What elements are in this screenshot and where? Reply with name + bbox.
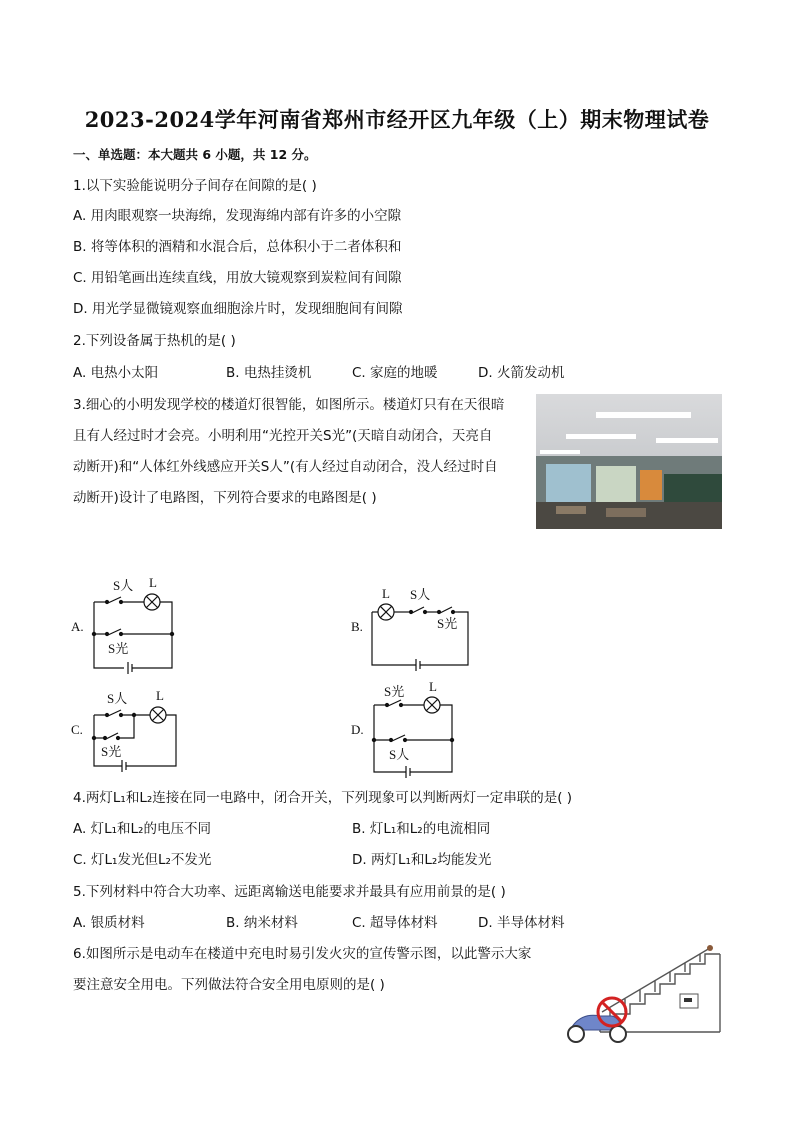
circuit-d-s-light: S光 xyxy=(384,684,405,699)
question-4-stem: 4.两灯L₁和L₂连接在同一电路中，闭合开关，下列现象可以判断两灯一定串联的是( ) xyxy=(73,790,573,806)
question-2-stem: 2.下列设备属于热机的是( ) xyxy=(73,333,236,349)
circuit-d-s-person: S人 xyxy=(389,747,410,762)
circuit-d-lamp-label: L xyxy=(429,679,437,694)
question-5-option-a: A. 银质材料 xyxy=(73,915,145,931)
circuit-a-diagram xyxy=(88,572,188,677)
question-6-line-1: 6.如图所示是电动车在楼道中充电时易引发火灾的宣传警示图，以此警示大家 xyxy=(73,946,532,962)
circuit-a-s-light: S光 xyxy=(108,641,129,656)
question-5-option-c: C. 超导体材料 xyxy=(352,915,438,931)
circuit-b-lamp-label: L xyxy=(382,586,390,601)
question-1-option-d: D. 用光学显微镜观察血细胞涂片时，发现细胞间有间隙 xyxy=(73,301,403,317)
question-2-option-b: B. 电热挂烫机 xyxy=(226,365,312,381)
question-6-line-2: 要注意安全用电。下列做法符合安全用电原则的是( ) xyxy=(73,977,385,993)
circuit-c-diagram xyxy=(88,700,188,776)
question-1-option-c: C. 用铅笔画出连续直线，用放大镜观察到炭粒间有间隙 xyxy=(73,270,402,286)
circuit-c-s-person: S人 xyxy=(107,691,128,706)
classroom-photo xyxy=(536,394,722,529)
circuit-b-label: B. xyxy=(351,619,363,634)
circuit-c-label: C. xyxy=(71,722,83,737)
circuit-a-s-person: S人 xyxy=(113,578,134,593)
question-2-option-c: C. 家庭的地暖 xyxy=(352,365,438,381)
stairwell-warning-illustration xyxy=(560,942,724,1047)
question-3-line-2: 且有人经过时才会亮。小明利用“光控开关S光”(天暗自动闭合，天亮自 xyxy=(73,428,493,444)
question-2-option-d: D. 火箭发动机 xyxy=(478,365,565,381)
question-4-option-c: C. 灯L₁发光但L₂不发光 xyxy=(73,852,212,868)
circuit-a-lamp-label: L xyxy=(149,575,157,590)
question-3-line-4: 动断开)设计了电路图，下列符合要求的电路图是( ) xyxy=(73,490,377,506)
question-4-option-b: B. 灯L₁和L₂的电流相同 xyxy=(352,821,491,837)
question-1-option-b: B. 将等体积的酒精和水混合后，总体积小于二者体积和 xyxy=(73,239,402,255)
question-5-option-d: D. 半导体材料 xyxy=(478,915,565,931)
question-4-option-a: A. 灯L₁和L₂的电压不同 xyxy=(73,821,211,837)
section-heading: 一、单选题：本大题共 6 小题，共 12 分。 xyxy=(73,147,317,162)
circuit-d-label: D. xyxy=(351,722,364,737)
question-1-stem: 1.以下实验能说明分子间存在间隙的是( ) xyxy=(73,178,317,194)
circuit-c-s-light: S光 xyxy=(101,744,122,759)
circuit-b-s-person: S人 xyxy=(410,587,431,602)
question-4-option-d: D. 两灯L₁和L₂均能发光 xyxy=(352,852,492,868)
circuit-d-diagram xyxy=(368,690,468,780)
question-5-stem: 5.下列材料中符合大功率、远距离输送电能要求并最具有应用前景的是( ) xyxy=(73,884,506,900)
circuit-c-lamp-label: L xyxy=(156,688,164,703)
circuit-a-label: A. xyxy=(71,619,84,634)
question-2-option-a: A. 电热小太阳 xyxy=(73,365,159,381)
question-1-option-a: A. 用肉眼观察一块海绵，发现海绵内部有许多的小空隙 xyxy=(73,208,402,224)
question-5-option-b: B. 纳米材料 xyxy=(226,915,298,931)
question-3-line-3: 动断开)和“人体红外线感应开关S人”(有人经过自动闭合，没人经过时自 xyxy=(73,459,498,475)
circuit-b-s-light: S光 xyxy=(437,616,458,631)
page-title: 2023-2024学年河南省郑州市经开区九年级（上）期末物理试卷 xyxy=(84,107,710,132)
question-3-line-1: 3.细心的小明发现学校的楼道灯很智能，如图所示。楼道灯只有在天很暗 xyxy=(73,397,505,413)
